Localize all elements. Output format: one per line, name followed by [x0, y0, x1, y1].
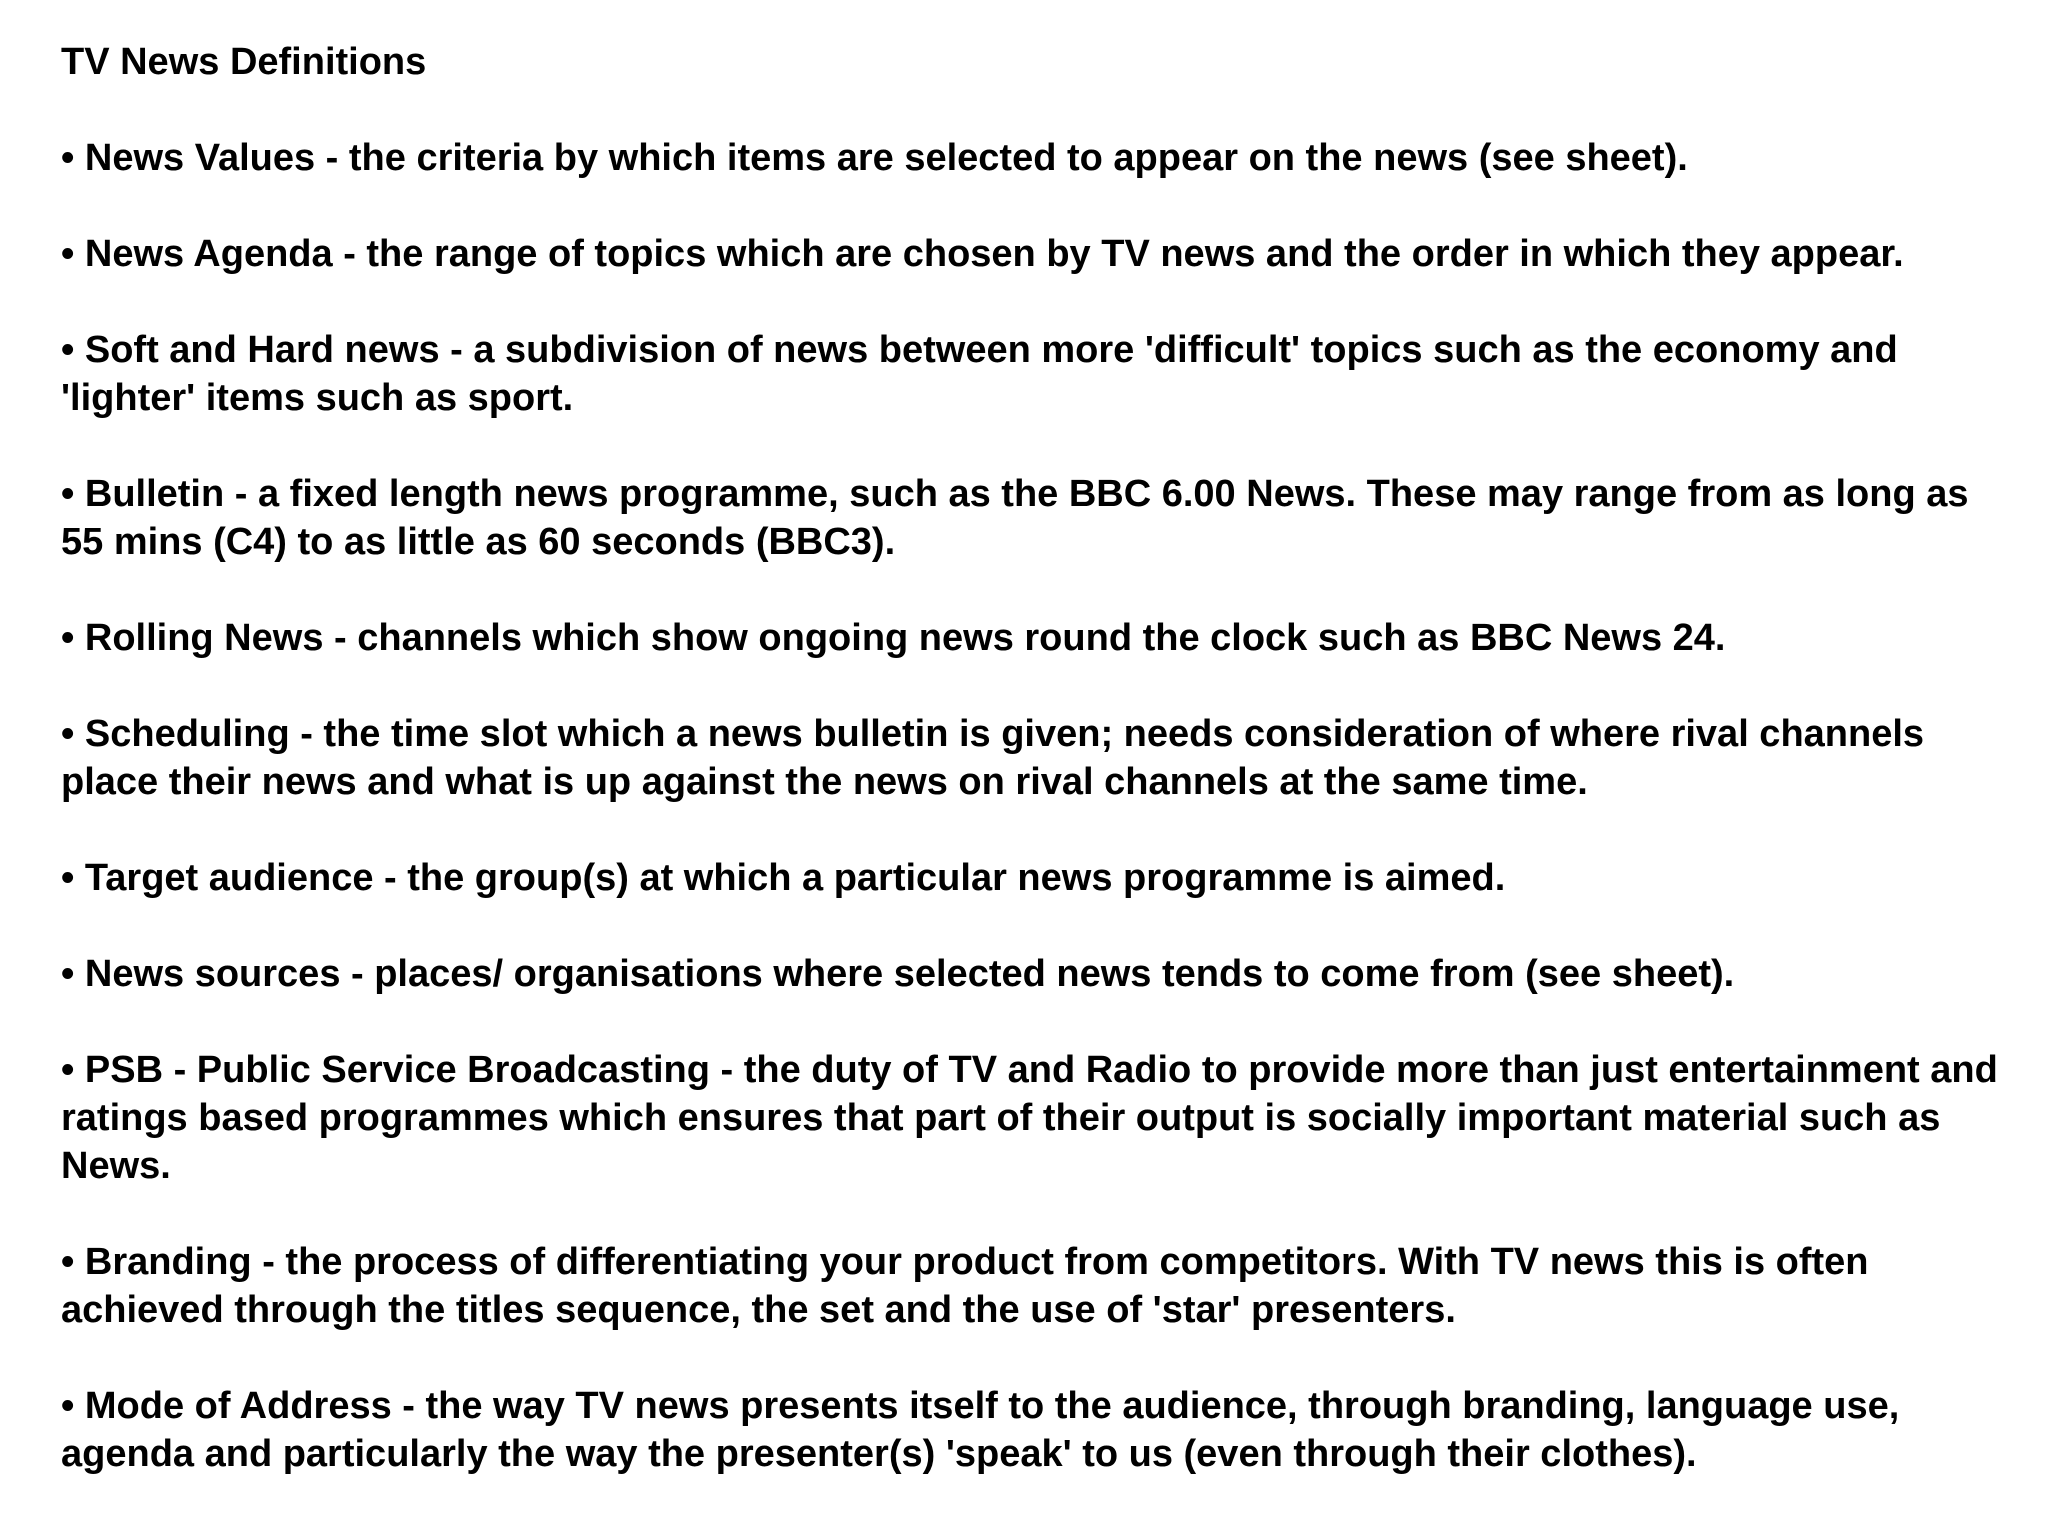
definition-text: Rolling News - channels which show ongoing news round the clock such as BBC News 24.: [84, 617, 1726, 659]
definition-item: [61, 326, 2001, 422]
bullet-glyph: •: [61, 473, 75, 515]
definition-item: [61, 614, 2001, 662]
definition-text: PSB - Public Service Broadcasting - the duty of TV and Radio to provide more than just entertainment and ratings based programmes which ensures that part of their output is socially important material such as News.: [61, 1049, 1998, 1187]
definition-item: [61, 134, 2001, 182]
definition-text: Branding - the process of differentiating your product from competitors. With TV news this is often achieved through the titles sequence, the set and the use of 'star' presenters.: [61, 1241, 1869, 1331]
definition-text: News sources - places/ organisations where selected news tends to come from (see sheet).: [84, 953, 1735, 995]
definition-item: [61, 854, 2001, 902]
bullet-glyph: •: [61, 1241, 75, 1283]
definition-text: News Values - the criteria by which items are selected to appear on the news (see sheet).: [84, 137, 1688, 179]
definition-item: [61, 950, 2001, 998]
definition-item: [61, 230, 2001, 278]
definitions-list: [61, 134, 2001, 1478]
bullet-glyph: •: [61, 329, 75, 371]
bullet-glyph: •: [61, 233, 75, 275]
definition-text: Target audience - the group(s) at which a particular news programme is aimed.: [84, 857, 1506, 899]
definition-text: Scheduling - the time slot which a news bulletin is given; needs consideration of where rival channels place their news and what is up against the news on rival channels at the same time.: [61, 713, 1925, 803]
bullet-glyph: •: [61, 857, 75, 899]
bullet-glyph: •: [61, 953, 75, 995]
definition-text: Mode of Address - the way TV news presents itself to the audience, through branding, language use, agenda and particularly the way the presenter(s) 'speak' to us (even through their clothes).: [61, 1385, 1900, 1475]
definition-item: [61, 470, 2001, 566]
bullet-glyph: •: [61, 1385, 75, 1427]
definition-item: [61, 1382, 2001, 1478]
definition-text: Soft and Hard news - a subdivision of news between more 'difficult' topics such as the economy and 'lighter' items such as sport.: [61, 329, 1898, 419]
bullet-glyph: •: [61, 617, 75, 659]
document-title: TV News Definitions: [61, 41, 427, 83]
definition-item: [61, 710, 2001, 806]
document-page: [61, 38, 2001, 1478]
bullet-glyph: •: [61, 1049, 75, 1091]
definition-item: [61, 1046, 2001, 1190]
bullet-glyph: •: [61, 713, 75, 755]
bullet-glyph: •: [61, 137, 75, 179]
definition-item: [61, 1238, 2001, 1334]
definition-text: Bulletin - a fixed length news programme, such as the BBC 6.00 News. These may range from as long as 55 mins (C4) to as little as 60 seconds (BBC3).: [61, 473, 1969, 563]
definition-text: News Agenda - the range of topics which are chosen by TV news and the order in which they appear.: [84, 233, 1904, 275]
